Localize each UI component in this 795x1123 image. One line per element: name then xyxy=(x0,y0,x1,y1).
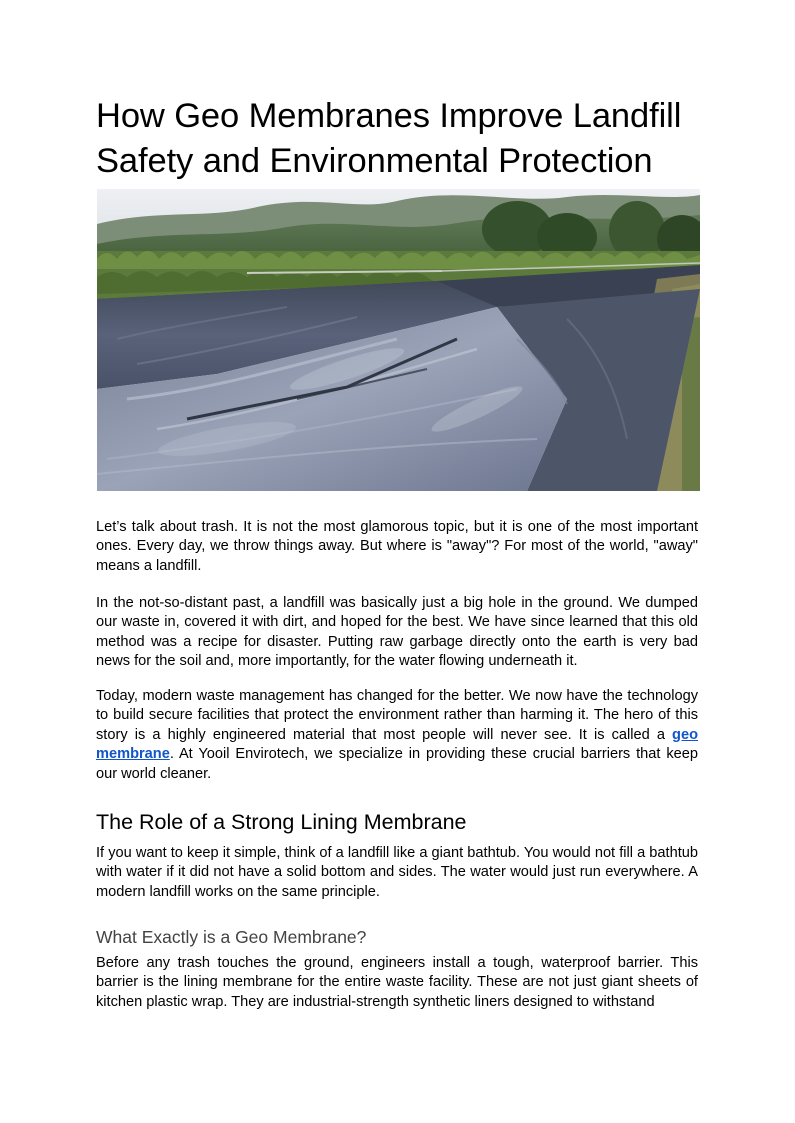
today-text-before-link: Today, modern waste management has changed for the better. We now have the technology to build secure facilities that protect the environment rather than harming it. The hero of this story is a highly engineered material that most people will never see. It is called a xyxy=(96,688,698,743)
geo-membrane-link[interactable]: geo membrane xyxy=(96,726,698,763)
article-title: How Geo Membranes Improve Landfill Safety and Environmental Protection xyxy=(96,97,682,180)
role-paragraph: If you want to keep it simple, think of a landfill like a giant bathtub. You would not fill a bathtub with water if it did not have a solid bottom and sides. The water would just run everywhere. A modern landfill works on the same principle. xyxy=(96,845,698,900)
what-paragraph: Before any trash touches the ground, engineers install a tough, waterproof barrier. This barrier is the lining membrane for the entire waste facility. These are not just giant sheets of kitchen plastic wrap. They are industrial-strength synthetic liners designed to withstand xyxy=(96,955,698,1010)
today-text-after-link: . At Yooil Envirotech, we specialize in providing these crucial barriers that keep our world cleaner. xyxy=(96,746,698,782)
section-heading-what: What Exactly is a Geo Membrane? xyxy=(96,927,367,947)
section-heading-role: The Role of a Strong Lining Membrane xyxy=(96,810,467,834)
history-paragraph: In the not-so-distant past, a landfill was basically just a big hole in the ground. We dumped our waste in, covered it with dirt, and hoped for the best. We have since learned that this old method was a recipe for disaster. Putting raw garbage directly onto the earth is very bad news for the soil and, more importantly, for the water flowing underneath it. xyxy=(96,595,698,670)
intro-paragraph: Let’s talk about trash. It is not the most glamorous topic, but it is one of the most important ones. Every day, we throw things away. But where is "away"? For most of the world, "away" means a landfill. xyxy=(96,519,698,574)
hero-image xyxy=(97,189,700,491)
today-paragraph xyxy=(96,687,698,784)
